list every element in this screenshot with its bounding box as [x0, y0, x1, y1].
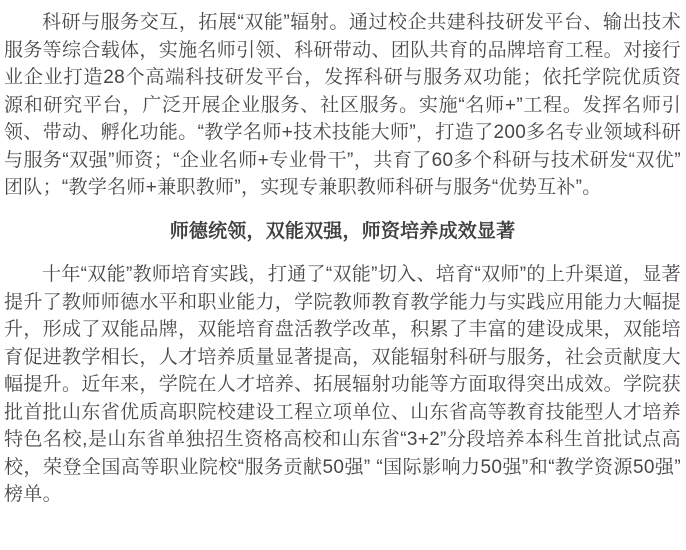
paragraph-research-service: 科研与服务交互，拓展“双能”辐射。通过校企共建科技研发平台、输出技术服务等综合载体，实施名师引领、科研带动、团队共育的品牌培育工程。对接行业企业打造28个高端科技研发平台，发挥科研与服务双功能；依托学院优质资源和研究平台，广泛开展企业服务、社区服务。实施“名师+”工程。发挥名师引领、带动、孵化功能。“教学名师+技术技能大师”，打造了200多名专业领域科研与服务“双强”师资；“企业名师+专业骨干”，共育了60多个科研与技术研发“双优”团队；“教学名师+兼职教师”，实现专兼职教师科研与服务“优势互补”。 [4, 12, 681, 198]
paragraph-achievements: 十年“双能”教师培育实践，打通了“双能”切入、培育“双师”的上升渠道，显著提升了教师师德水平和职业能力，学院教师教育教学能力与实践应用能力大幅提升，形成了双能品牌，双能培育盘活教学改革，积累了丰富的建设成果，双能培育促进教学相长，人才培养质量显著提高，双能辐射科研与服务，社会贡献度大幅提升。近年来，学院在人才培养、拓展辐射功能等方面取得突出成效。学院获批首批山东省优质高职院校建设工程立项单位、山东省高等教育技能型人才培养特色名校,是山东省单独招生资格高校和山东省“3+2”分段培养本科生首批试点高校，荣登全国高等职业院校“服务贡献50强” “国际影响力50强”和“教学资源50强”榜单。 [4, 264, 681, 505]
section-heading: 师德统领，双能双强，师资培养成效显著 [169, 220, 516, 242]
